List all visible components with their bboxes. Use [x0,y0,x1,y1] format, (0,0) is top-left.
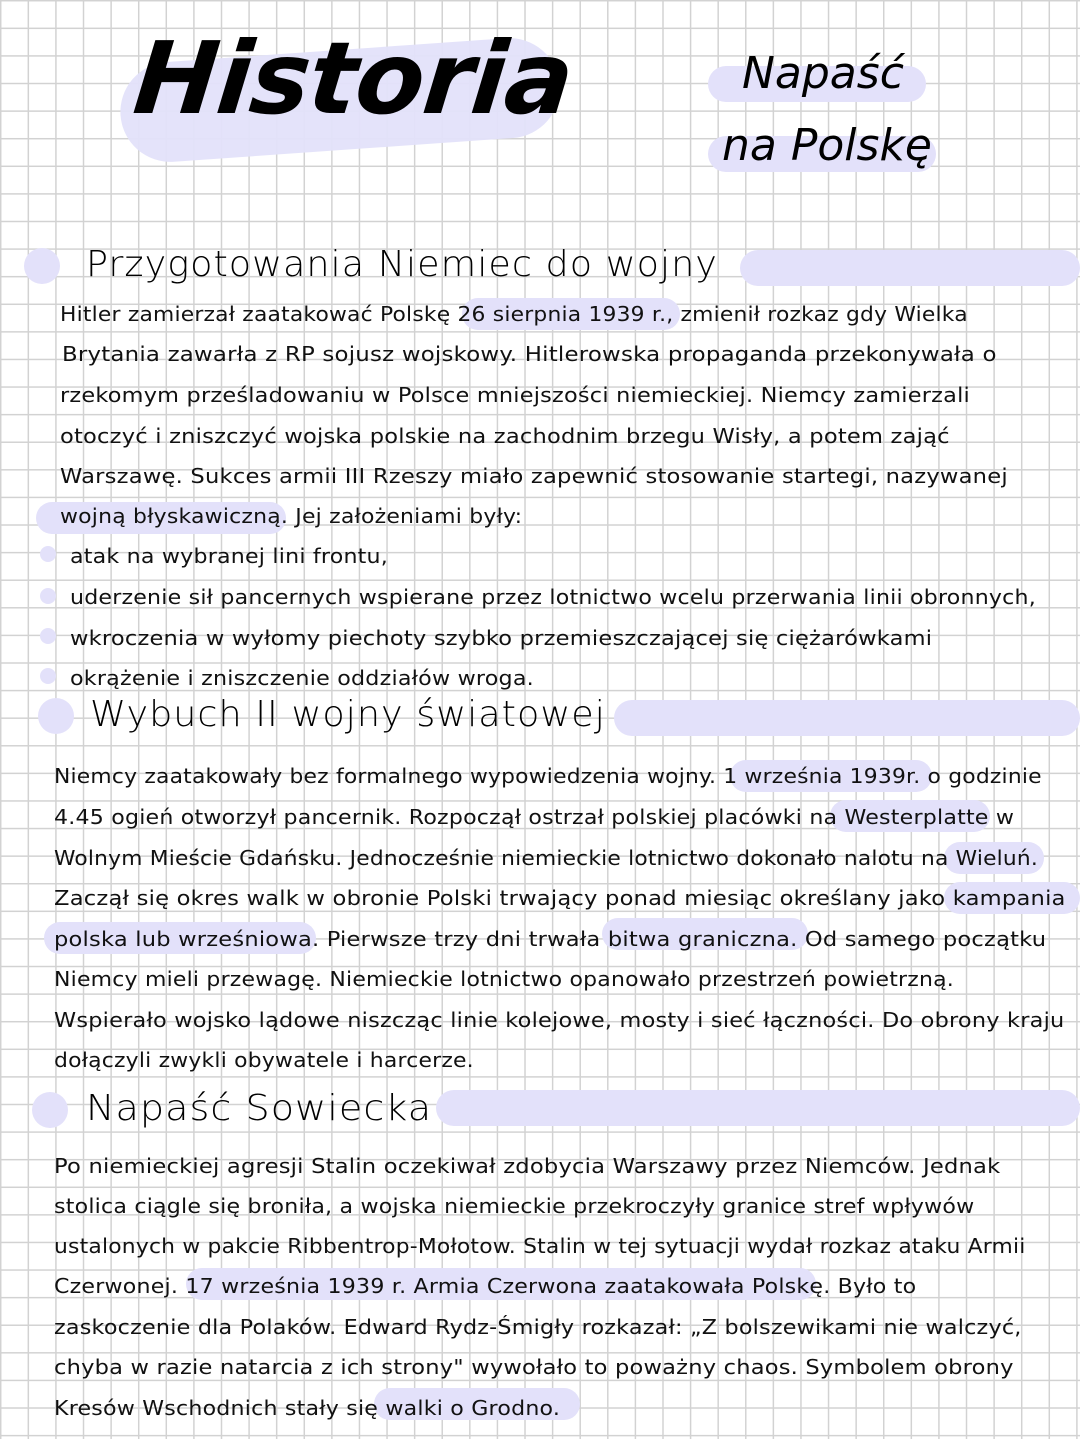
text-line: Hitler zamierzał zaatakować Polskę 26 sierpnia 1939 r., zmienił rozkaz gdy Wielka [60,302,968,326]
text-line: Zaczął się okres walk w obronie Polski trwający ponad miesiąc określany jako kampania [54,886,1066,910]
list-item: atak na wybranej lini frontu, [70,544,389,568]
list-bullet-dot [40,628,56,644]
text-line: zaskoczenie dla Polaków. Edward Rydz-Śmigły rozkazał: „Z bolszewikami nie walczyć, [54,1315,1022,1339]
section-heading: Wybuch II wojny światowej [90,694,606,735]
text-line: Warszawę. Sukces armii III Rzeszy miało zapewnić stosowanie startegi, nazywanej [60,464,1008,488]
list-bullet-dot [40,546,56,562]
heading-highlight-bar [436,1090,1080,1126]
section-heading: Przygotowania Niemiec do wojny [86,244,718,285]
text-line: Brytania zawarła z RP sojusz wojskowy. Hitlerowska propaganda przekonywała o [62,342,997,366]
section-bullet-dot [38,698,74,734]
text-line: stolica ciągle się broniła, a wojska niemieckie przekroczyły granice stref wpływów [54,1194,975,1218]
page-title: Historia [128,20,579,137]
section-heading: Napaść Sowiecka [86,1088,433,1129]
section-bullet-dot [24,248,60,284]
text-line: wojną błyskawiczną. Jej założeniami były: [60,504,523,528]
text-line: chyba w razie natarcia z ich strony" wywołało to poważny chaos. Symbolem obrony [54,1355,1014,1379]
heading-highlight-bar [740,250,1080,286]
text-line: Czerwonej. 17 września 1939 r. Armia Czerwona zaatakowała Polskę. Było to [54,1274,917,1298]
text-line: Po niemieckiej agresji Stalin oczekiwał zdobycia Warszawy przez Niemców. Jednak [54,1154,1001,1178]
text-line: Niemcy mieli przewagę. Niemieckie lotnictwo opanowało przestrzeń powietrzną. [54,967,955,991]
text-line: ustalonych w pakcie Ribbentrop-Mołotow. Stalin w tej sytuacji wydał rozkaz ataku Armii [54,1234,1026,1258]
subtitle-line-2: na Polskę [722,120,932,171]
text-line: otoczyć i zniszczyć wojska polskie na zachodnim brzegu Wisły, a potem zająć [60,424,950,448]
text-line: Wolnym Mieście Gdańsku. Jednocześnie niemieckie lotnictwo dokonało nalotu na Wieluń. [54,846,1038,870]
text-line: Niemcy zaatakowały bez formalnego wypowiedzenia wojny. 1 września 1939r. o godzinie [54,764,1042,788]
list-item: uderzenie sił pancernych wspierane przez lotnictwo wcelu przerwania linii obronnych, [70,585,1036,609]
list-item: wkroczenia w wyłomy piechoty szybko przemieszczającej się ciężarówkami [70,626,933,650]
text-line: Kresów Wschodnich stały się walki o Grodno. [54,1396,561,1420]
text-line: dołączyli zwykli obywatele i harcerze. [54,1048,474,1072]
section-bullet-dot [32,1092,68,1128]
list-item: okrążenie i zniszczenie oddziałów wroga. [70,666,534,690]
list-bullet-dot [40,588,56,604]
text-line: rzekomym prześladowaniu w Polsce mniejszości niemieckiej. Niemcy zamierzali [60,383,970,407]
text-line: polska lub wrześniowa. Pierwsze trzy dni trwała bitwa graniczna. Od samego początku [54,927,1047,951]
text-line: 4.45 ogień otworzył pancernik. Rozpoczął ostrzał polskiej placówki na Westerplatte w [54,805,1015,829]
list-bullet-dot [40,668,56,684]
subtitle-line-1: Napaść [742,48,904,99]
heading-highlight-bar [614,700,1080,736]
text-line: Wspierało wojsko lądowe niszcząc linie kolejowe, mosty i sieć łączności. Do obrony kraju [54,1008,1065,1032]
